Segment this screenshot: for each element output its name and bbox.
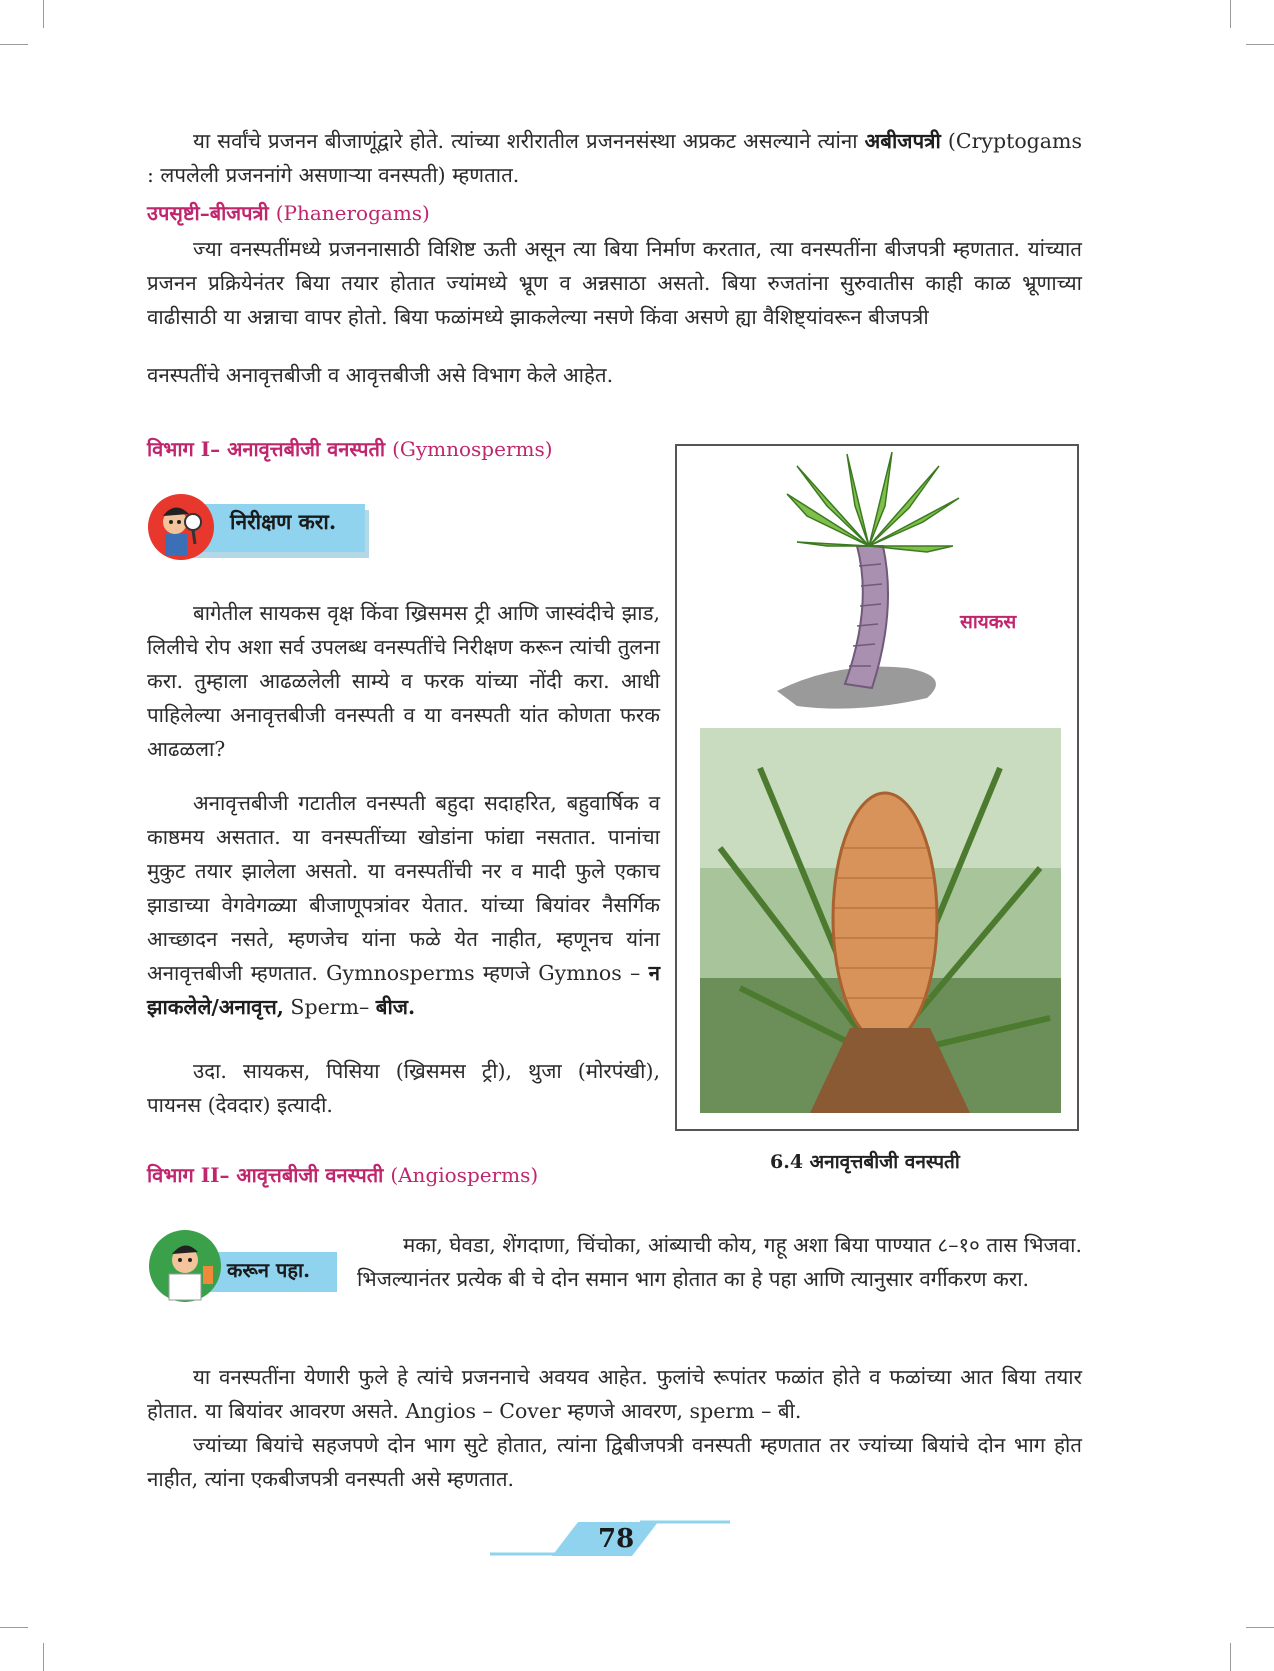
heading-text: विभाग II– आवृत्तबीजी वनस्पती [147, 1163, 384, 1187]
figure-gymnosperm [675, 444, 1079, 1131]
crop-mark [1230, 0, 1231, 28]
cycas-cone-photo [700, 728, 1061, 1113]
bold-term: अबीजपत्री [864, 129, 941, 153]
crop-mark [0, 44, 28, 45]
paragraph-examples: उदा. सायकस, पिसिया (ख्रिसमस ट्री), थुजा (मोरपंखी), पायनस (देवदार) इत्यादी. [147, 1059, 660, 1117]
crop-mark [0, 1627, 28, 1628]
heading-english: (Phanerogams) [275, 201, 430, 225]
crop-mark [1246, 1627, 1274, 1628]
paragraph-divisions: वनस्पतींचे अनावृत्तबीजी व आवृत्तबीजी असे विभाग केले आहेत. [147, 363, 614, 387]
paragraph-angiosperm-flowers: या वनस्पतींना येणारी फुले हे त्यांचे प्रजननाचे अवयव आहेत. फुलांचे रूपांतर फळांत होते व फळांच्या आत बिया तयार होतात. या बियांवर आवरण असते. Angios – Cover म्हणजे आवरण, sperm – बी. [147, 1365, 1082, 1423]
crop-mark [43, 1643, 44, 1671]
heading-text: उपसृष्टी–बीजपत्री [147, 201, 269, 225]
paragraph-observe: बागेतील सायकस वृक्ष किंवा ख्रिसमस ट्री आणि जास्वंदीचे झाड, लिलीचे रोप अशा सर्व उपलब्ध वनस्पतींचे निरीक्षण करून त्यांची तुलना करा. तुम्हाला आढळलेली साम्ये व फरक यांच्या नोंदी करा. आधी पाहिलेल्या अनावृत्तबीजी वनस्पती व या वनस्पती यांत कोणता फरक आढळला? [147, 601, 660, 761]
paragraph-activity: मका, घेवडा, शेंगदाणा, चिंचोका, आंब्याची कोय, गहू अशा बिया पाण्यात ८–१० तास भिजवा. भिजल्यानंतर प्रत्येक बी चे दोन समान भाग होतात का हे पहा आणि त्यानुसार वर्गीकरण करा. [357, 1233, 1082, 1291]
figure-caption: 6.4 अनावृत्तबीजी वनस्पती [770, 1151, 960, 1173]
crop-mark [1230, 1643, 1231, 1671]
text: (Cryptogams : लपलेली प्रजननांगे असणाऱ्या वनस्पती) म्हणतात. [147, 129, 1082, 187]
paragraph-gymnosperm-traits [147, 786, 660, 1024]
bold-term: न झाकलेले/अनावृत्त, [147, 961, 660, 1019]
cycas-photo [700, 728, 1061, 1113]
text: या सर्वांचे प्रजनन बीजाणूंद्वारे होते. त्यांच्या शरीरातील प्रजननसंस्था अप्रकट असल्याने त्यांना [193, 129, 858, 153]
observe-badge [145, 494, 370, 560]
text: Sperm– [290, 995, 370, 1019]
text: अनावृत्तबीजी गटातील वनस्पती बहुदा सदाहरित, बहुवार्षिक व काष्ठमय असतात. या वनस्पतींच्या खोडांना फांद्या नसतात. पानांचा मुकुट तयार झालेला असतो. या वनस्पतींची नर व मादी फुले एकाच झाडाच्या वेगवेगळ्या बीजाणूपत्रांवर येतात. यांच्या बियांवर नैसर्गिक आच्छादन नसते, म्हणजेच यांना फळे येत नाहीत, म्हणूनच यांना अनावृत्तबीजी म्हणतात. Gymnosperms म्हणजे Gymnos – [147, 791, 660, 985]
paragraph-phanerogams: ज्या वनस्पतींमध्ये प्रजननासाठी विशिष्ट ऊती असून त्या बिया निर्माण करतात, त्या वनस्पतींना बीजपत्री म्हणतात. यांच्यात प्रजनन प्रक्रियेनंतर बिया तयार होतात ज्यांमध्ये भ्रूण व अन्नसाठा असतो. बिया रुजतांना सुरुवातीस काही काळ भ्रूणाच्या वाढीसाठी या अन्नाचा वापर होतो. बिया फळांमध्ये झाकलेल्या नसणे किंवा असणे ह्या वैशिष्ट्यांवरून बीजपत्री [147, 237, 1082, 329]
heading-text: विभाग I– अनावृत्तबीजी वनस्पती [147, 437, 386, 461]
paragraph-dicot-monocot: ज्यांच्या बियांचे सहजपणे दोन भाग सुटे होतात, त्यांना द्विबीजपत्री वनस्पती म्हणतात तर ज्यांच्या बियांचे दोन भाग होत नाहीत, त्यांना एकबीजपत्री वनस्पती असे म्हणतात. [147, 1433, 1082, 1491]
observe-label: निरीक्षण करा. [230, 509, 337, 534]
bold-term: बीज. [375, 995, 416, 1019]
crop-mark [43, 0, 44, 28]
crop-mark [1246, 44, 1274, 45]
heading-phanerogams [147, 196, 430, 230]
try-badge [145, 1226, 345, 1306]
try-label: करून पहा. [227, 1258, 311, 1282]
heading-angiosperms [147, 1158, 538, 1192]
paragraph-cryptogams [147, 124, 1082, 192]
plant-label: सायकस [960, 611, 1017, 633]
heading-gymnosperms [147, 432, 553, 466]
heading-english: (Gymnosperms) [392, 437, 553, 461]
page-number: 78 [598, 1524, 635, 1554]
heading-english: (Angiosperms) [390, 1163, 539, 1187]
